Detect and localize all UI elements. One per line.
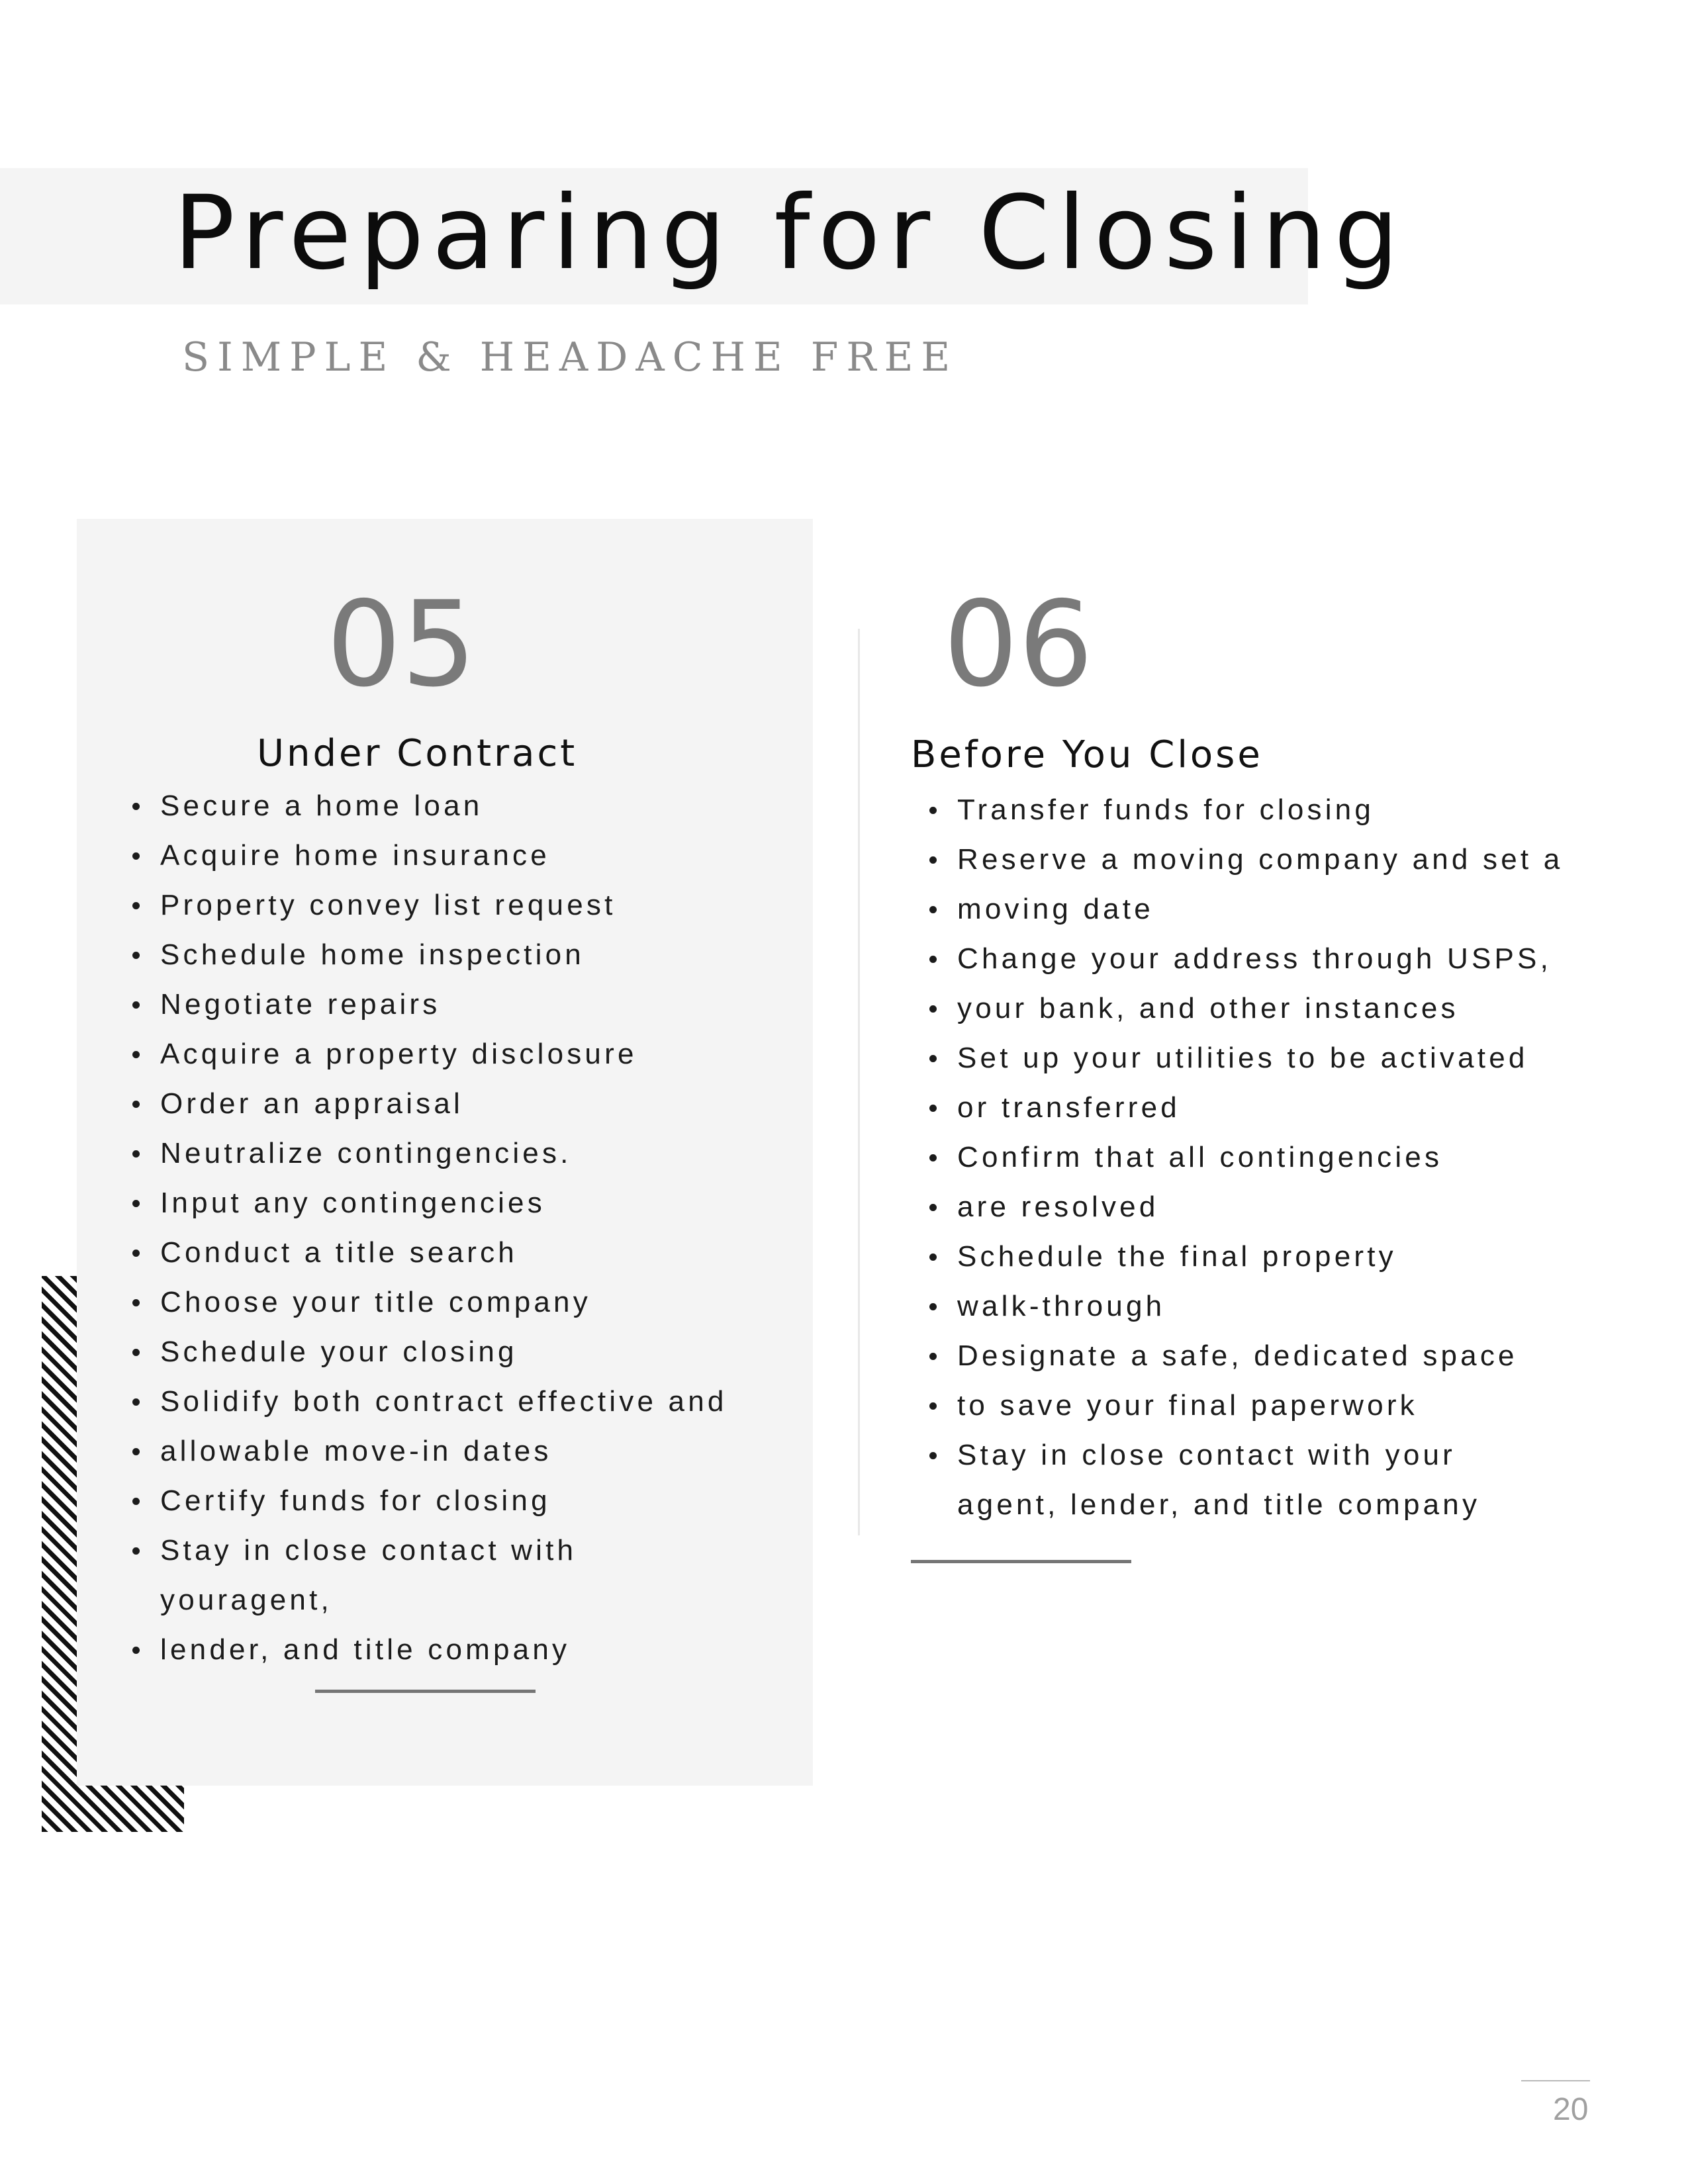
list-item: Change your address through USPS, (927, 934, 1563, 983)
page-number: 20 (1553, 2092, 1589, 2127)
list-item: your bank, and other instances (927, 983, 1563, 1033)
under-contract-list (130, 781, 727, 1674)
list-item: Stay in close contact with your (927, 1430, 1563, 1480)
list-item: lender, and title company (130, 1625, 727, 1674)
list-item: Order an appraisal (130, 1079, 727, 1128)
page-number-rule (1521, 2080, 1590, 2081)
list-item: Confirm that all contingencies (927, 1132, 1563, 1182)
list-item: Neutralize contingencies. (130, 1128, 727, 1178)
list-item: Choose your title company (130, 1277, 727, 1327)
list-item: Acquire a property disclosure (130, 1029, 727, 1079)
list-item-continuation: youragent, (160, 1584, 332, 1616)
list-item: walk-through (927, 1281, 1563, 1331)
page-title: Preparing for Closing (173, 174, 1407, 293)
column-divider (858, 629, 860, 1535)
list-item: Secure a home loan (130, 781, 727, 831)
list-item: Input any contingencies (130, 1178, 727, 1228)
list-item: moving date (927, 884, 1563, 934)
list-item: Schedule your closing (130, 1327, 727, 1377)
section-title-before-you-close: Before You Close (911, 733, 1263, 776)
section-underline-left (315, 1690, 536, 1693)
list-item: Negotiate repairs (130, 979, 727, 1029)
page-subtitle: SIMPLE & HEADACHE FREE (182, 334, 959, 381)
list-item: Acquire home insurance (130, 831, 727, 880)
list-item: Schedule the final property (927, 1232, 1563, 1281)
step-number-05: 05 (326, 576, 477, 713)
decorative-hatch-horizontal (42, 1786, 184, 1832)
list-item: Set up your utilities to be activated (927, 1033, 1563, 1083)
list-item: Property convey list request (130, 880, 727, 930)
decorative-hatch-vertical (42, 1276, 77, 1832)
list-item: Schedule home inspection (130, 930, 727, 979)
list-item: Reserve a moving company and set a (927, 835, 1563, 884)
list-item: Conduct a title search (130, 1228, 727, 1277)
list-item: Certify funds for closing (130, 1476, 727, 1525)
list-item: are resolved (927, 1182, 1563, 1232)
list-item: to save your final paperwork (927, 1381, 1563, 1430)
list-item: or transferred (927, 1083, 1563, 1132)
list-item: Transfer funds for closing (927, 785, 1563, 835)
step-number-06: 06 (943, 576, 1094, 713)
list-item: Stay in close contact with (130, 1525, 727, 1575)
section-title-under-contract: Under Contract (257, 732, 578, 775)
list-item: Solidify both contract effective and (130, 1377, 727, 1426)
list-item: Designate a safe, dedicated space (927, 1331, 1563, 1381)
list-item-continuation: agent, lender, and title company (957, 1488, 1481, 1521)
section-underline-right (911, 1560, 1131, 1563)
before-you-close-list (927, 785, 1563, 1529)
list-item: allowable move-in dates (130, 1426, 727, 1476)
